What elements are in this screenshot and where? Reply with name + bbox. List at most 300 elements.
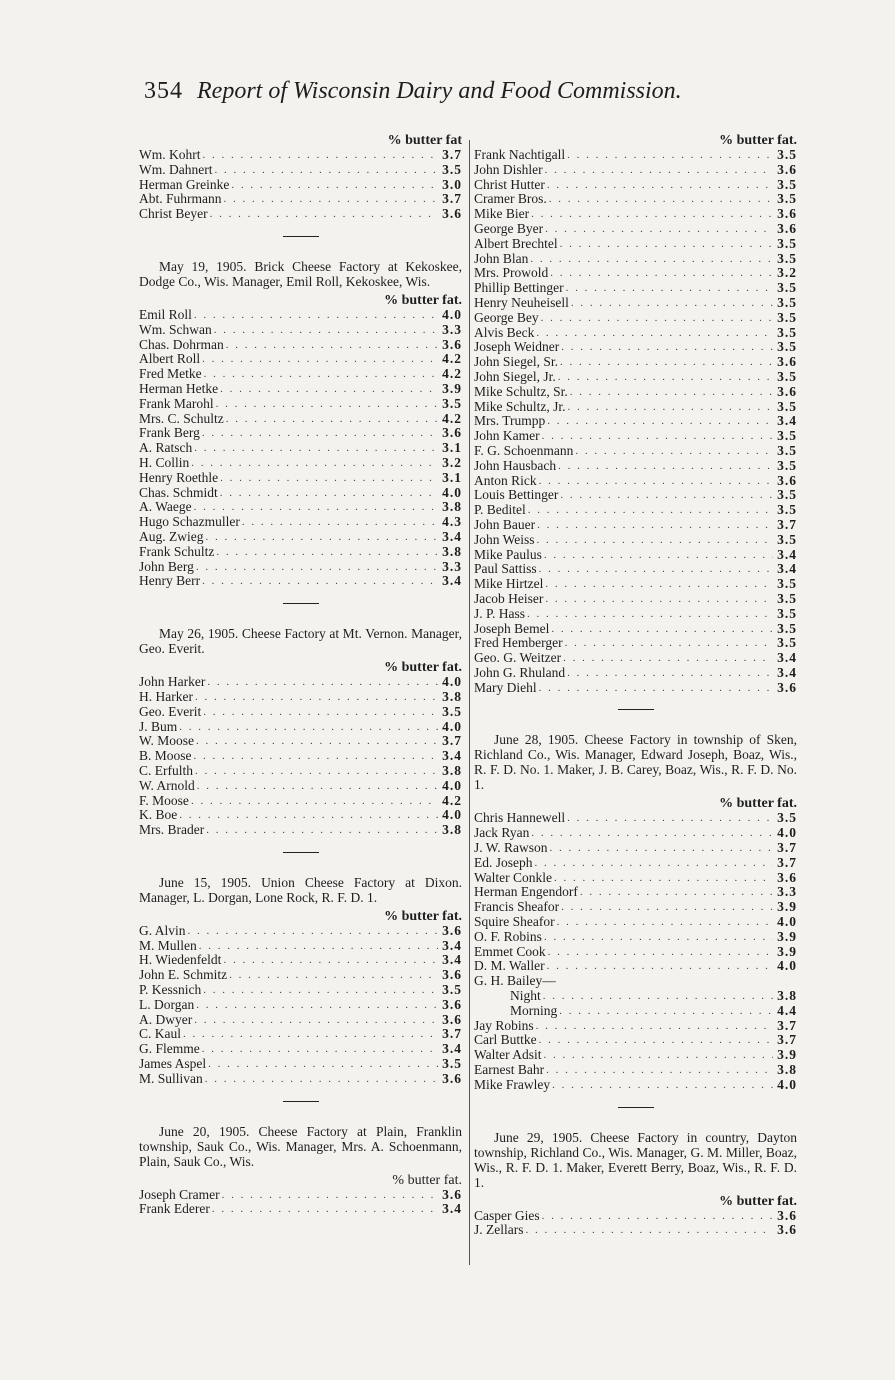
patron-name: Joseph Bemel [474, 620, 550, 636]
dot-leader [534, 1019, 773, 1034]
dot-leader [559, 340, 773, 355]
table-row [139, 924, 462, 939]
table-row [474, 1004, 797, 1019]
dot-leader [229, 178, 438, 193]
patron-name: Henry Roethle [139, 469, 219, 485]
table-row [474, 163, 797, 178]
butter-fat-value: 3.6 [442, 967, 462, 983]
table-row [474, 856, 797, 871]
patron-name: F. G. Schoenmann [474, 442, 574, 458]
factory-section [139, 133, 462, 222]
dot-leader [201, 148, 439, 163]
table-row [474, 414, 797, 429]
patron-name: Frank Berg [139, 425, 200, 441]
patron-name: Phillip Bettinger [474, 280, 564, 296]
patron-name: Mrs. Prowold [474, 265, 549, 281]
butter-fat-value: 3.5 [777, 487, 797, 503]
table-row [139, 545, 462, 560]
patron-name: Chas. Schmidt [139, 484, 218, 500]
table-row [139, 705, 462, 720]
patron-name: Hugo Schazmuller [139, 514, 240, 530]
table-row [139, 456, 462, 471]
page-number: 354 [144, 78, 183, 104]
dot-leader [556, 459, 773, 474]
patron-name: John Blan [474, 250, 529, 266]
butter-fat-value: 3.6 [442, 1070, 462, 1086]
dot-leader [220, 1188, 438, 1203]
table-row [139, 968, 462, 983]
table-row [474, 871, 797, 886]
patron-name: J. W. Rawson [474, 840, 548, 856]
table-row [139, 308, 462, 323]
patron-name: Night [510, 988, 541, 1004]
dot-leader [200, 574, 438, 589]
dot-leader [578, 885, 773, 900]
dot-leader [534, 326, 773, 341]
patron-name: A. Ratsch [139, 440, 193, 456]
table-row [139, 560, 462, 575]
dot-leader [542, 1048, 773, 1063]
patron-name: Casper Gies [474, 1207, 540, 1223]
patron-name: W. Moose [139, 733, 195, 749]
dot-leader [546, 945, 773, 960]
patron-name: Frank Schultz [139, 543, 215, 559]
butter-fat-value: 3.8 [442, 543, 462, 559]
factory-section [474, 709, 797, 1092]
patron-name: G. H. Bailey— [474, 973, 556, 989]
patron-name: Carl Buttke [474, 1032, 537, 1048]
patron-name: Squire Sheafor [474, 914, 555, 930]
butter-fat-value: 3.5 [777, 576, 797, 592]
butter-fat-value: 3.4 [442, 1041, 462, 1057]
butter-fat-value [773, 974, 797, 989]
table-row [474, 915, 797, 930]
butter-fat-header: % butter fat. [384, 660, 462, 676]
patron-name: Wm. Schwan [139, 321, 212, 337]
dot-leader [526, 503, 773, 518]
butter-fat-value: 4.0 [777, 1076, 797, 1092]
table-row [474, 548, 797, 563]
butter-fat-value: 3.4 [442, 952, 462, 968]
table-row [474, 281, 797, 296]
dot-leader [202, 367, 438, 382]
patron-name: Walter Conkle [474, 869, 553, 885]
patron-name: Christ Beyer [139, 206, 208, 222]
table-row [474, 1209, 797, 1224]
butter-fat-header: % butter fat. [719, 1193, 797, 1209]
table-row [139, 794, 462, 809]
table-row [474, 607, 797, 622]
patron-name: Mike Schultz, Jr. [474, 398, 566, 414]
patron-name: Aug. Zwieg [139, 528, 204, 544]
dot-leader [528, 252, 773, 267]
butter-fat-value: 3.6 [442, 206, 462, 222]
patron-name: Louis Bettinger [474, 487, 559, 503]
factory-heading: May 19, 1905. Brick Cheese Factory at Kekoskee, Dodge Co., Wis. Manager, Emil Roll, Kekoskee, Wis. [139, 258, 462, 289]
butter-fat-value: 3.5 [777, 810, 797, 826]
patron-name: Abt. Fuhrmann [139, 191, 222, 207]
dot-leader [568, 385, 773, 400]
patron-name: Mike Hirtzel [474, 576, 544, 592]
table-row [474, 1223, 797, 1238]
butter-fat-value: 4.0 [442, 718, 462, 734]
patron-name: M. Mullen [139, 937, 197, 953]
butter-fat-value: 4.0 [442, 807, 462, 823]
patron-name: Mike Paulus [474, 546, 542, 562]
table-row [474, 503, 797, 518]
page-title: Report of Wisconsin Dairy and Food Commission. [197, 78, 682, 104]
dot-leader [543, 592, 773, 607]
patron-name: J. Bum [139, 718, 178, 734]
dot-leader [224, 412, 438, 427]
table-row [474, 622, 797, 637]
patron-name: C. Erfulth [139, 762, 193, 778]
dot-leader [194, 560, 438, 575]
butter-fat-value: 3.0 [442, 176, 462, 192]
dot-leader [545, 414, 773, 429]
butter-fat-value: 3.5 [777, 442, 797, 458]
dot-leader [549, 622, 773, 637]
patron-name: Mike Schultz, Sr. [474, 383, 568, 399]
butter-fat-value: 3.5 [777, 280, 797, 296]
factory-section [474, 133, 797, 695]
patron-name: Mike Frawley [474, 1076, 551, 1092]
patron-name: Albert Roll [139, 351, 201, 367]
dot-leader [533, 856, 774, 871]
table-row [474, 296, 797, 311]
dot-leader [200, 426, 438, 441]
patron-name: Herman Hetke [139, 380, 219, 396]
dot-leader [204, 823, 438, 838]
butter-fat-value: 3.5 [442, 395, 462, 411]
table-row [474, 1078, 797, 1093]
butter-fat-value: 3.2 [777, 265, 797, 281]
table-row [139, 998, 462, 1013]
patron-name: Frank Nachtigall [474, 147, 566, 162]
butter-fat-value: 3.6 [777, 206, 797, 222]
butter-fat-value: 3.3 [777, 884, 797, 900]
dot-leader [539, 311, 773, 326]
butter-fat-value: 3.6 [777, 1207, 797, 1223]
factory-section [139, 1101, 462, 1218]
patron-name: John Berg [139, 558, 194, 574]
section-separator [618, 709, 654, 710]
left-column [139, 133, 462, 1217]
patron-name: Anton Rick [474, 472, 537, 488]
dot-leader [566, 400, 774, 415]
dot-leader [547, 192, 773, 207]
butter-fat-value: 3.9 [777, 943, 797, 959]
dot-leader [548, 266, 773, 281]
dot-leader [201, 705, 438, 720]
factory-heading: June 28, 1905. Cheese Factory in township of Sken, Richland Co., Wis. Manager, Edward Joseph, Boaz, Wis., R. F. D. No. 1. Maker, J. B. Carey, Boaz, Wis., R. F. D. No. 1. [474, 732, 797, 793]
table-row [139, 426, 462, 441]
table-row [139, 1027, 462, 1042]
table-row [474, 989, 797, 1004]
butter-fat-value: 3.4 [442, 937, 462, 953]
dot-leader [200, 352, 438, 367]
dot-leader [181, 1027, 438, 1042]
butter-fat-value: 3.3 [442, 558, 462, 574]
factory-heading: June 20, 1905. Cheese Factory at Plain, Franklin township, Sauk Co., Wis. Manager, Mrs. A. Schoenmann, Plain, Sauk Co., Wis. [139, 1123, 462, 1169]
butter-fat-value: 3.9 [777, 928, 797, 944]
table-row [139, 749, 462, 764]
table-row [474, 207, 797, 222]
butter-fat-value: 3.5 [777, 368, 797, 384]
table-row [139, 939, 462, 954]
patron-name: Mary Diehl [474, 679, 537, 695]
patron-name: Mrs. Brader [139, 822, 205, 838]
dot-leader [177, 720, 438, 735]
dot-leader [197, 939, 438, 954]
dot-leader [208, 207, 438, 222]
dot-leader [565, 811, 773, 826]
patron-name: Christ Hutter [474, 176, 545, 192]
butter-fat-value: 3.7 [442, 191, 462, 207]
dot-leader [214, 397, 438, 412]
patron-name: F. Moose [139, 792, 189, 808]
butter-fat-value: 3.5 [777, 147, 797, 162]
butter-fat-value: 3.4 [777, 650, 797, 666]
patron-name: Morning [510, 1002, 558, 1018]
patron-name: Jacob Heiser [474, 590, 544, 606]
patron-name: W. Arnold [139, 777, 195, 793]
table-row [474, 811, 797, 826]
butter-fat-header: % butter fat. [392, 1172, 462, 1188]
table-row [139, 675, 462, 690]
dot-leader [558, 237, 773, 252]
factory-section [139, 236, 462, 589]
table-row [474, 459, 797, 474]
butter-fat-value: 4.2 [442, 351, 462, 367]
table-row [139, 338, 462, 353]
patron-name: G. Flemme [139, 1041, 200, 1057]
butter-fat-value: 3.7 [777, 1032, 797, 1048]
dot-leader [543, 163, 773, 178]
factory-heading: May 26, 1905. Cheese Factory at Mt. Vernon. Manager, Geo. Everit. [139, 626, 462, 657]
butter-fat-value: 3.5 [777, 635, 797, 651]
table-row [139, 808, 462, 823]
patron-name: George Byer [474, 220, 544, 236]
patron-name: Joseph Weidner [474, 339, 560, 355]
dot-leader [561, 651, 773, 666]
factory-section [139, 852, 462, 1087]
table-row [474, 237, 797, 252]
section-separator [283, 852, 319, 853]
dot-leader [565, 666, 773, 681]
dot-leader [569, 296, 773, 311]
butter-fat-value: 4.2 [442, 410, 462, 426]
patron-name: John E. Schmitz [139, 967, 228, 983]
dot-leader [537, 474, 773, 489]
dot-leader [542, 930, 773, 945]
table-row [139, 323, 462, 338]
butter-fat-value: 3.9 [777, 899, 797, 915]
butter-fat-value: 3.5 [777, 605, 797, 621]
patron-name: Mrs. Trumpp [474, 413, 546, 429]
butter-fat-value: 4.0 [442, 306, 462, 322]
patron-name: Herman Engendorf [474, 884, 578, 900]
dot-leader [559, 900, 773, 915]
dot-leader [189, 456, 438, 471]
dot-leader [537, 1033, 773, 1048]
dot-leader [203, 1072, 438, 1087]
dot-leader [557, 1004, 773, 1019]
patron-name: Henry Berr [139, 573, 201, 589]
dot-leader [221, 953, 438, 968]
table-row [474, 666, 797, 681]
table-row [474, 974, 797, 989]
patron-name: Emil Roll [139, 306, 192, 322]
dot-leader [544, 1063, 773, 1078]
patron-name: B. Moose [139, 748, 192, 764]
butter-fat-value: 3.8 [442, 688, 462, 704]
patron-name: John Hausbach [474, 457, 557, 473]
table-row [474, 266, 797, 281]
butter-fat-value: 3.4 [777, 413, 797, 429]
patron-name: Jay Robins [474, 1017, 534, 1033]
dot-leader [218, 471, 438, 486]
patron-name: Henry Neuheisell [474, 294, 569, 310]
butter-fat-value: 3.6 [777, 869, 797, 885]
butter-fat-value: 3.5 [777, 457, 797, 473]
butter-fat-header: % butter fat. [719, 133, 797, 148]
table-row [474, 1019, 797, 1034]
factory-heading: June 29, 1905. Cheese Factory in country, Dayton township, Richland Co., Wis. Manager, G. M. Miller, Boaz, Wis., R. F. D. 1. Maker, Everett Berry, Boaz, Wis., R. F. D. 1. [474, 1129, 797, 1190]
table-row [139, 500, 462, 515]
table-row [474, 474, 797, 489]
dot-leader [535, 518, 773, 533]
right-column [474, 133, 797, 1238]
butter-fat-value: 3.4 [777, 664, 797, 680]
butter-fat-header: % butter fat [387, 133, 462, 148]
table-row [474, 385, 797, 400]
dot-leader [537, 681, 773, 696]
butter-fat-value: 3.6 [442, 1011, 462, 1027]
butter-fat-value: 3.7 [777, 516, 797, 532]
butter-fat-header: % butter fat. [384, 908, 462, 924]
butter-fat-value: 3.1 [442, 440, 462, 456]
table-row [139, 397, 462, 412]
patron-name: Walter Adsit [474, 1047, 542, 1063]
table-row [474, 1063, 797, 1078]
dot-leader [189, 794, 438, 809]
patron-name: J. P. Hass [474, 605, 526, 621]
butter-fat-value: 3.6 [442, 425, 462, 441]
patron-name: Paul Sattiss [474, 561, 537, 577]
patron-name: John Dishler [474, 161, 543, 177]
table-row [139, 823, 462, 838]
table-row [139, 983, 462, 998]
table-row [474, 900, 797, 915]
patron-name: Frank Marohl [139, 395, 214, 411]
section-separator [283, 603, 319, 604]
patron-name: H. Wiedenfeldt [139, 952, 222, 968]
butter-fat-value: 3.4 [442, 528, 462, 544]
table-row [474, 178, 797, 193]
butter-fat-value: 3.7 [442, 147, 462, 162]
butter-fat-value: 3.4 [442, 748, 462, 764]
table-row [139, 953, 462, 968]
butter-fat-value: 3.6 [777, 1222, 797, 1238]
butter-fat-value: 3.6 [777, 161, 797, 177]
patron-name: G. Alvin [139, 922, 186, 938]
dot-leader [525, 607, 773, 622]
butter-fat-value: 3.4 [442, 1201, 462, 1217]
butter-fat-value: 3.5 [777, 191, 797, 207]
table-row [139, 1013, 462, 1028]
butter-fat-value: 3.6 [442, 996, 462, 1012]
table-row [139, 148, 462, 163]
butter-fat-value: 3.5 [442, 982, 462, 998]
dot-leader [204, 530, 439, 545]
patron-name: Geo. G. Weitzer [474, 650, 562, 666]
butter-fat-value: 3.8 [442, 822, 462, 838]
butter-fat-value: 4.0 [777, 825, 797, 841]
table-row [139, 367, 462, 382]
dot-leader [556, 974, 773, 989]
butter-fat-value: 3.2 [442, 454, 462, 470]
table-row [474, 577, 797, 592]
butter-fat-value: 3.5 [777, 531, 797, 547]
butter-fat-value: 3.5 [777, 428, 797, 444]
butter-fat-value: 4.0 [777, 958, 797, 974]
dot-leader [540, 429, 773, 444]
patron-name: P. Kessnich [139, 982, 202, 998]
dot-leader [218, 486, 438, 501]
dot-leader [192, 441, 438, 456]
butter-fat-value: 3.5 [777, 339, 797, 355]
patron-name: Mike Bier [474, 206, 530, 222]
dot-leader [195, 779, 438, 794]
dot-leader [201, 983, 438, 998]
patron-name: Cramer Bros. [474, 191, 547, 207]
patron-name: A. Waege [139, 499, 192, 515]
dot-leader [542, 548, 773, 563]
table-row [474, 518, 797, 533]
butter-fat-value: 3.5 [777, 324, 797, 340]
patron-name: K. Boe [139, 807, 178, 823]
table-row [474, 326, 797, 341]
dot-leader [212, 323, 438, 338]
dot-leader [200, 1042, 438, 1057]
butter-fat-value: 3.6 [442, 1186, 462, 1202]
table-row [474, 885, 797, 900]
dot-leader [227, 968, 438, 983]
butter-fat-value: 4.0 [442, 484, 462, 500]
table-row [139, 1072, 462, 1087]
patron-name: H. Collin [139, 454, 190, 470]
table-row [139, 412, 462, 427]
dot-leader [177, 808, 438, 823]
table-row [474, 592, 797, 607]
dot-leader [558, 355, 773, 370]
butter-fat-value: 3.6 [777, 220, 797, 236]
table-row [474, 370, 797, 385]
table-row [139, 192, 462, 207]
table-row [139, 1057, 462, 1072]
patron-name: A. Dwyer [139, 1011, 193, 1027]
dot-leader [218, 382, 438, 397]
table-row [139, 690, 462, 705]
patron-name: George Bey [474, 309, 539, 325]
butter-fat-value: 3.5 [442, 1056, 462, 1072]
table-row [139, 441, 462, 456]
dot-leader [555, 915, 773, 930]
butter-fat-value: 3.4 [442, 573, 462, 589]
section-separator [618, 1107, 654, 1108]
patron-name: C. Kaul [139, 1026, 181, 1042]
